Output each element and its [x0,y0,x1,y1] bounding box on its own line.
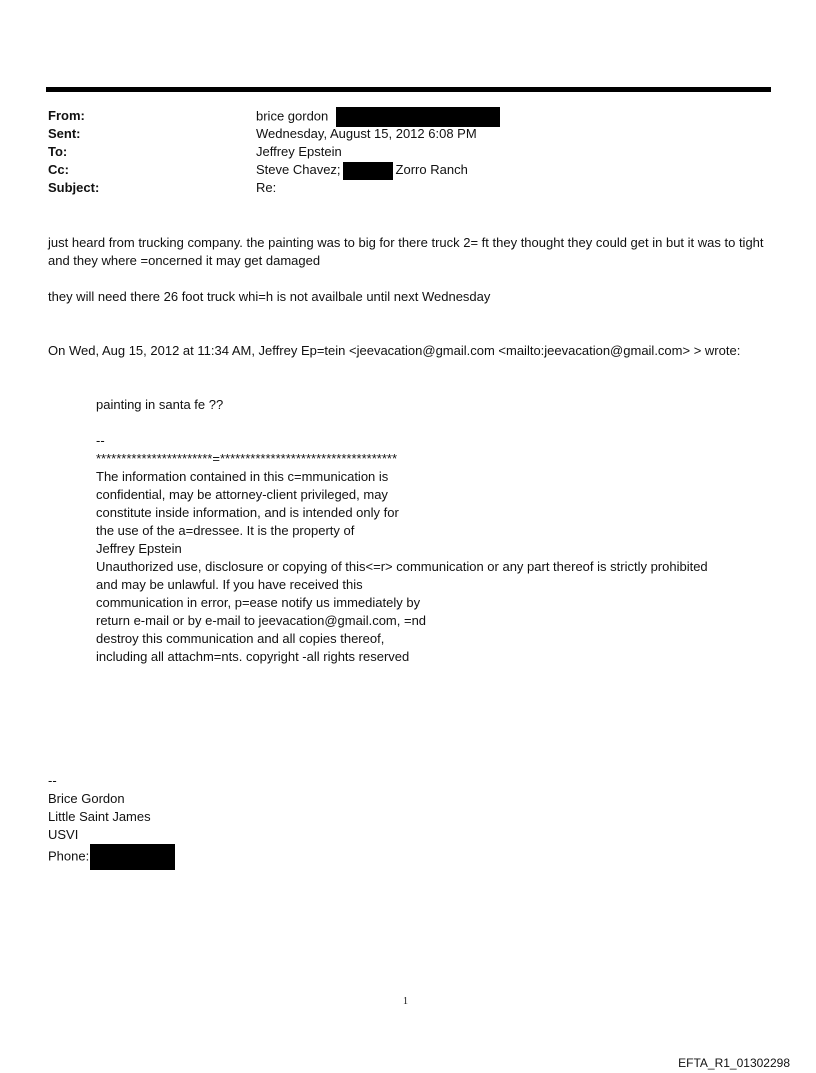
reply-attribution: On Wed, Aug 15, 2012 at 11:34 AM, Jeffrey Ep=tein <jeevacation@gmail.com <mailto:jeevacation@gmail.com> > wrote: [48,343,741,358]
disclaimer-line: confidential, may be attorney-client privileged, may [96,487,388,502]
redaction-box [343,162,393,180]
disclaimer-line: constitute inside information, and is intended only for [96,505,399,520]
signature [48,772,778,870]
disclaimer-line: communication in error, p=ease notify us immediately by [96,595,421,610]
body-paragraph-2: they will need there 26 foot truck whi=h is not availbale until next Wednesday [48,289,491,304]
from-value [256,107,500,127]
quoted-stars: ***********************=*********************************** [96,451,398,466]
subject-label: Subject: [48,180,100,195]
disclaimer [96,468,776,666]
header-rule [46,87,771,92]
sent-value: Wednesday, August 15, 2012 6:08 PM [256,126,477,141]
cc-label: Cc: [48,162,69,177]
signature-name: Brice Gordon [48,791,125,806]
disclaimer-line: and may be unlawful. If you have received this [96,577,363,592]
signature-phone [48,844,778,870]
disclaimer-line: return e-mail or by e-mail to jeevacation@gmail.com, =nd [96,613,427,628]
signature-place: Little Saint James [48,809,151,824]
disclaimer-line: The information contained in this c=mmunication is [96,469,389,484]
disclaimer-line: including all attachm=nts. copyright -all rights reserved [96,649,410,664]
signature-dashes: -- [48,773,57,788]
from-name: brice gordon [256,108,329,124]
cc-name-1: Steve Chavez; [256,162,341,177]
to-value: Jeffrey Epstein [256,144,342,159]
redaction-box [336,107,500,127]
quoted-message: painting in santa fe ?? [96,397,224,412]
disclaimer-line: Unauthorized use, disclosure or copying of this<=r> communication or any part thereof is strictly prohibited [96,559,708,574]
disclaimer-line: the use of the a=dressee. It is the property of [96,523,355,538]
disclaimer-line: Jeffrey Epstein [96,541,182,556]
subject-value: Re: [256,180,277,195]
to-label: To: [48,144,68,159]
phone-label: Phone: [48,848,90,864]
document-id: EFTA_R1_01302298 [678,1056,790,1070]
from-label: From: [48,108,85,123]
cc-name-2: Zorro Ranch [395,162,468,177]
disclaimer-line: destroy this communication and all copies thereof, [96,631,385,646]
page-number: 1 [403,996,408,1007]
quoted-sig-dashes: -- [96,433,105,448]
cc-value [256,161,468,180]
redaction-box [90,844,175,870]
signature-region: USVI [48,827,79,842]
sent-label: Sent: [48,126,81,141]
body-paragraph-1: just heard from trucking company. the painting was to big for there truck 2= ft they thought they could get in but it was to tight and they where =oncerned it may get damaged [48,235,764,268]
